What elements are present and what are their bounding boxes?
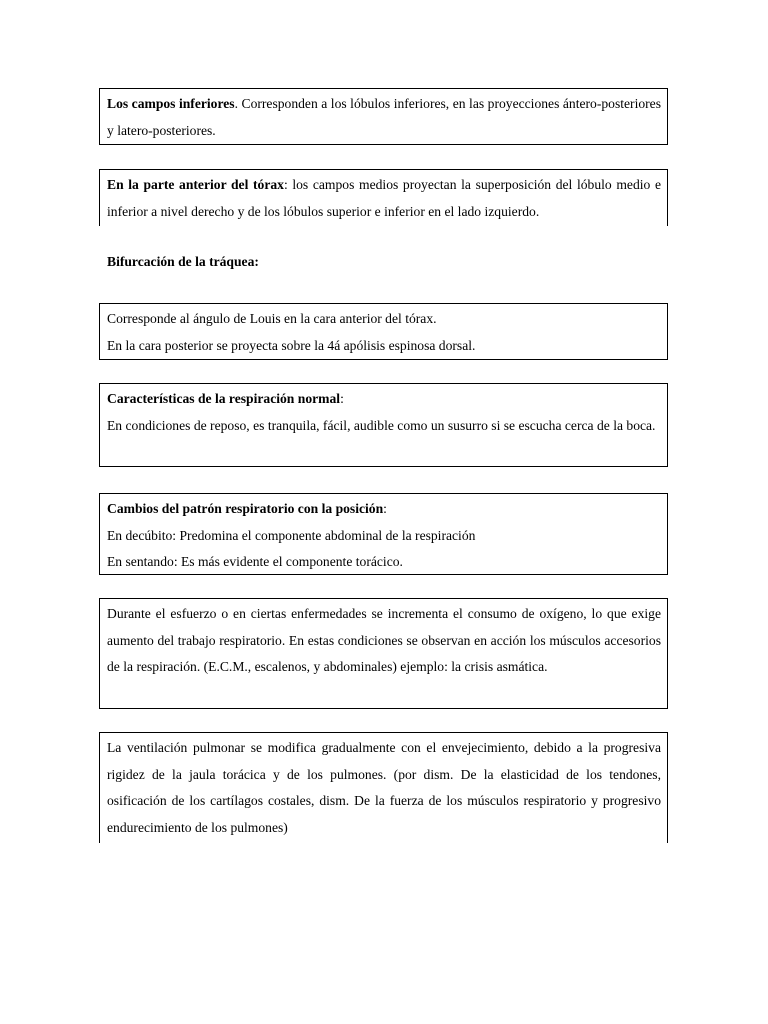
- cambios-patron-line2: En sentando: Es más evidente el componente torácico.: [107, 554, 403, 569]
- ventilacion-text: La ventilación pulmonar se modifica gradualmente con el envejecimiento, debido a la progresiva rigidez de la jaula torácica y de los pulmones. (por dism. De la elasticidad de los tendones, osificación de los cartílagos costales, dism. De la fuerza de los músculos respiratorio y progresivo endurecimiento de los pulmones): [107, 740, 661, 835]
- cambios-patron-title: [107, 496, 661, 523]
- ventilacion-box: [99, 732, 668, 838]
- respiracion-normal-heading: Características de la respiración normal: [107, 391, 341, 406]
- parte-anterior-paragraph: [107, 172, 661, 225]
- cambios-patron-colon: :: [383, 501, 387, 516]
- cambios-patron-box: [99, 493, 668, 575]
- box-corner-right: [667, 838, 668, 843]
- cambios-patron-heading: Cambios del patrón respiratorio con la posición: [107, 501, 384, 516]
- angulo-louis-box: [99, 303, 668, 360]
- esfuerzo-text: Durante el esfuerzo o en ciertas enfermedades se incrementa el consumo de oxígeno, lo que exige aumento del trabajo respiratorio. En estas condiciones se observan en acción los músculos accesorios de la respiración. (E.C.M., escalenos, y abdominales) ejemplo: la crisis asmática.: [107, 606, 661, 674]
- campos-inferiores-text: . Corresponden a los lóbulos inferiores, en las proyecciones ántero-posteriores y latero-posteriores.: [107, 96, 662, 138]
- bifurcacion-heading: Bifurcación de la tráquea:: [107, 254, 259, 269]
- campos-inferiores-box: [99, 88, 668, 145]
- box-corner-left: [99, 221, 100, 226]
- box-corner-left: [99, 838, 100, 843]
- esfuerzo-box: [99, 598, 668, 709]
- campos-inferiores-heading: Los campos inferiores: [107, 96, 235, 111]
- cambios-patron-line1: En decúbito: Predomina el componente abdominal de la respiración: [107, 527, 476, 543]
- parte-anterior-box: [99, 169, 668, 221]
- box-corner-right: [667, 221, 668, 226]
- respiracion-normal-title: [107, 386, 661, 413]
- respiracion-normal-text: En condiciones de reposo, es tranquila, fácil, audible como un susurro si se escucha cerca de la boca.: [107, 417, 656, 433]
- parte-anterior-text: : los campos medios proyectan la superposición del lóbulo medio e inferior a nivel derecho y de los lóbulos superior e inferior en el lado izquierdo.: [107, 177, 661, 219]
- respiracion-normal-colon: :: [340, 391, 344, 406]
- parte-anterior-heading: En la parte anterior del tórax: [107, 177, 284, 192]
- angulo-louis-line2: En la cara posterior se proyecta sobre la 4á apólisis espinosa dorsal.: [107, 337, 476, 353]
- angulo-louis-line1: Corresponde al ángulo de Louis en la cara anterior del tórax.: [107, 311, 437, 326]
- respiracion-normal-box: [99, 383, 668, 467]
- campos-inferiores-paragraph: [107, 91, 661, 144]
